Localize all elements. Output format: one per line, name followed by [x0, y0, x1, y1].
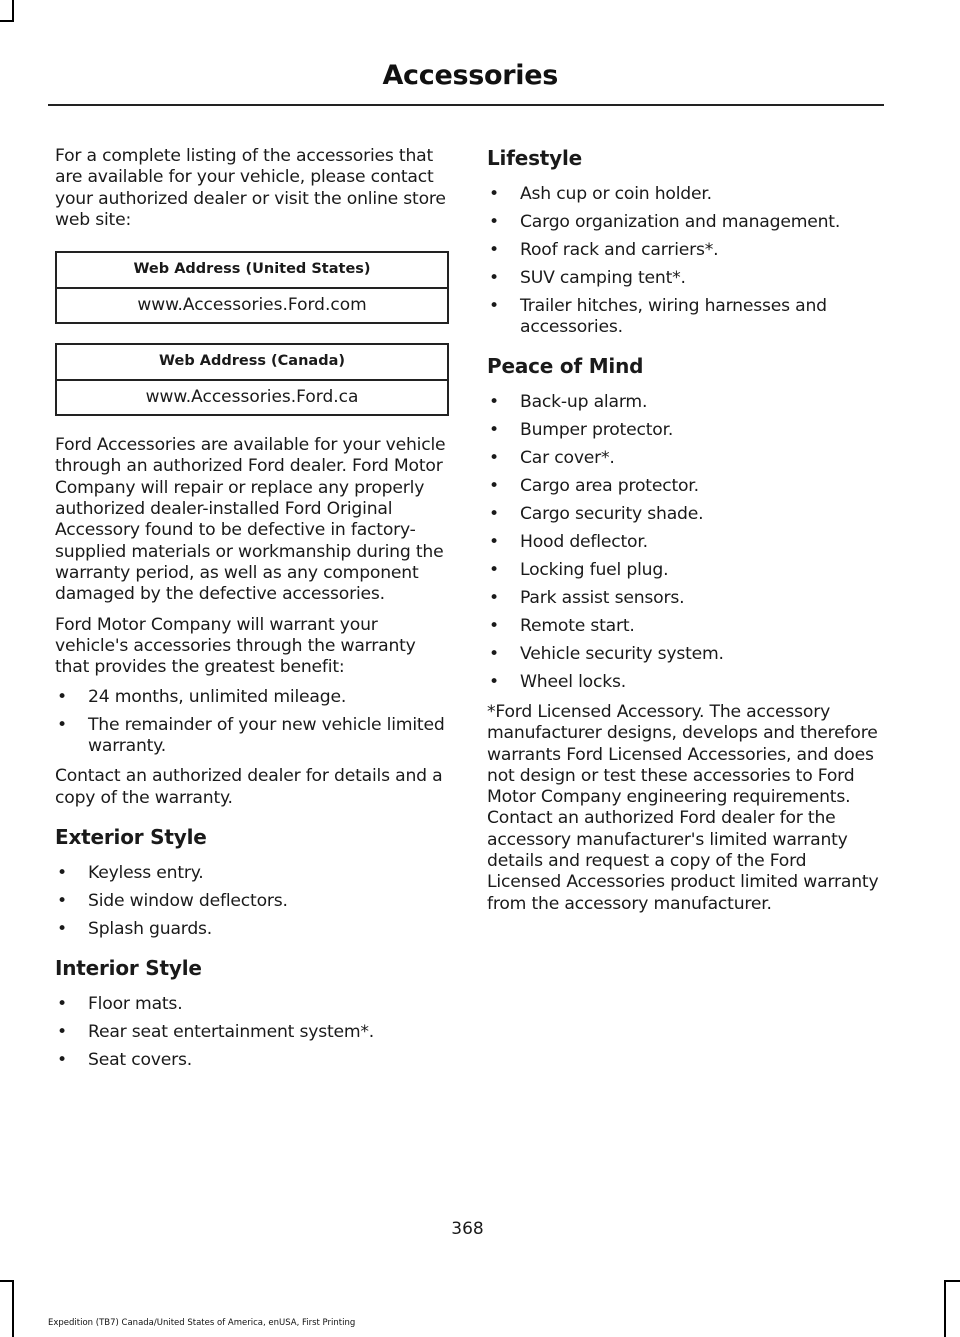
list-item-text: Wheel locks.: [520, 672, 626, 692]
list-item: [487, 420, 881, 441]
list-item: [487, 560, 881, 581]
list-item-text: Keyless entry.: [88, 863, 204, 884]
section-heading: Lifestyle: [487, 146, 582, 170]
list-item: [55, 863, 447, 884]
crop-mark: [944, 1280, 960, 1282]
list-item: [55, 919, 447, 940]
web-address-us[interactable]: www.Accessories.Ford.com: [137, 295, 367, 316]
web-address-canada[interactable]: www.Accessories.Ford.ca: [145, 387, 359, 408]
bullet: •: [489, 532, 499, 552]
list-item: [55, 715, 447, 757]
bullet: •: [57, 891, 67, 912]
lifestyle-list: [487, 184, 881, 338]
page-title: Accessories: [382, 60, 558, 91]
list-item: [487, 296, 881, 338]
bullet: •: [489, 588, 499, 608]
list-item: [487, 644, 881, 665]
section-heading: Interior Style: [55, 956, 202, 981]
table-heading: Web Address (Canada): [57, 345, 447, 381]
bullet: •: [57, 919, 67, 940]
list-item-text: Trailer hitches, wiring harnesses and accessories.: [520, 296, 827, 337]
peace-of-mind-list: [487, 392, 881, 693]
bullet: •: [489, 476, 499, 496]
bullet: •: [489, 184, 499, 204]
list-item: [55, 687, 447, 708]
bullet: •: [489, 268, 499, 288]
page-number: 368: [451, 1219, 484, 1239]
list-item-text: Vehicle security system.: [520, 644, 724, 664]
crop-mark: [944, 1280, 946, 1337]
list-item: [487, 184, 881, 205]
list-item-text: Hood deflector.: [520, 532, 648, 552]
warranty-list: [55, 687, 447, 757]
list-item-text: Splash guards.: [88, 919, 213, 940]
list-item-text: Ash cup or coin holder.: [520, 184, 712, 204]
list-item-text: Cargo area protector.: [520, 476, 699, 496]
bullet: •: [57, 994, 67, 1015]
table-heading: Web Address (United States): [57, 253, 447, 289]
section-heading: Exterior Style: [55, 825, 207, 850]
exterior-list: [55, 863, 447, 940]
bullet: •: [489, 240, 499, 260]
list-item-text: Rear seat entertainment system*.: [88, 1022, 375, 1043]
list-item-text: Roof rack and carriers*.: [520, 240, 719, 260]
bullet: •: [489, 296, 499, 316]
list-item: [487, 588, 881, 609]
interior-list: [55, 994, 447, 1071]
list-item-text: Bumper protector.: [520, 420, 674, 440]
crop-mark: [0, 1280, 14, 1282]
bullet: •: [489, 448, 499, 468]
bullet: •: [489, 672, 499, 692]
list-item-text: Cargo security shade.: [520, 504, 704, 524]
section-heading: Peace of Mind: [487, 354, 644, 378]
bullet: •: [57, 715, 67, 736]
intro-paragraph: For a complete listing of the accessories that are available for your vehicle, please contact your authorized dealer or visit the online store web site:: [55, 146, 446, 230]
list-item-text: SUV camping tent*.: [520, 268, 686, 288]
list-item-text: Seat covers.: [88, 1050, 193, 1071]
web-address-canada-table: [55, 343, 449, 416]
web-address-us-table: [55, 251, 449, 324]
list-item: [55, 891, 447, 912]
bullet: •: [489, 212, 499, 232]
list-item-text: Floor mats.: [88, 994, 183, 1015]
list-item: [487, 392, 881, 413]
bullet: •: [489, 504, 499, 524]
bullet: •: [57, 863, 67, 884]
list-item: [487, 476, 881, 497]
list-item-text: 24 months, unlimited mileage.: [88, 687, 347, 708]
list-item-text: Side window deflectors.: [88, 891, 288, 912]
list-item: [487, 616, 881, 637]
list-item: [487, 532, 881, 553]
paragraph: Ford Accessories are available for your vehicle through an authorized Ford dealer. Ford Motor Company will repair or replace any properly authorized dealer-installed Ford Original Accessory found to be defective in factory-supplied materials or workmanship during the warranty period, as well as any component damaged by the defective accessories.: [55, 435, 446, 605]
bullet: •: [57, 687, 67, 708]
list-item: [55, 1022, 447, 1043]
list-item: [55, 994, 447, 1015]
bullet: •: [489, 420, 499, 440]
footnote: *Ford Licensed Accessory. The accessory manufacturer designs, develops and therefore warrants Ford Licensed Accessories, and does not design or test these accessories to Ford Motor Company engineering requirements. Contact an authorized Ford dealer for the accessory manufacturer's limited warranty details and request a copy of the Ford Licensed Accessories product limited warranty from the accessory manufacturer.: [487, 702, 879, 914]
list-item-text: Park assist sensors.: [520, 588, 685, 608]
list-item-text: Cargo organization and management.: [520, 212, 841, 232]
footer-text: Expedition (TB7) Canada/United States of America, enUSA, First Printing: [48, 1318, 356, 1328]
header-rule: [48, 104, 884, 106]
bullet: •: [57, 1022, 67, 1043]
list-item-text: Back-up alarm.: [520, 392, 648, 412]
list-item-text: Car cover*.: [520, 448, 615, 468]
paragraph: Contact an authorized dealer for details and a copy of the warranty.: [55, 766, 443, 808]
list-item-text: Remote start.: [520, 616, 635, 636]
list-item: [487, 672, 881, 693]
paragraph: Ford Motor Company will warrant your vehicle's accessories through the warranty that provides the greatest benefit:: [55, 614, 416, 678]
list-item: [487, 212, 881, 233]
bullet: •: [489, 644, 499, 664]
crop-mark: [0, 20, 14, 22]
list-item: [487, 504, 881, 525]
left-column: [55, 146, 447, 1080]
list-item: [487, 448, 881, 469]
list-item-text: The remainder of your new vehicle limited warranty.: [88, 715, 445, 757]
bullet: •: [57, 1050, 67, 1071]
list-item: [487, 268, 881, 289]
list-item-text: Locking fuel plug.: [520, 560, 669, 580]
list-item: [55, 1050, 447, 1071]
list-item: [487, 240, 881, 261]
bullet: •: [489, 616, 499, 636]
crop-mark: [12, 1280, 14, 1337]
right-column: [487, 146, 881, 924]
crop-mark: [12, 0, 14, 22]
bullet: •: [489, 392, 499, 412]
bullet: •: [489, 560, 499, 580]
